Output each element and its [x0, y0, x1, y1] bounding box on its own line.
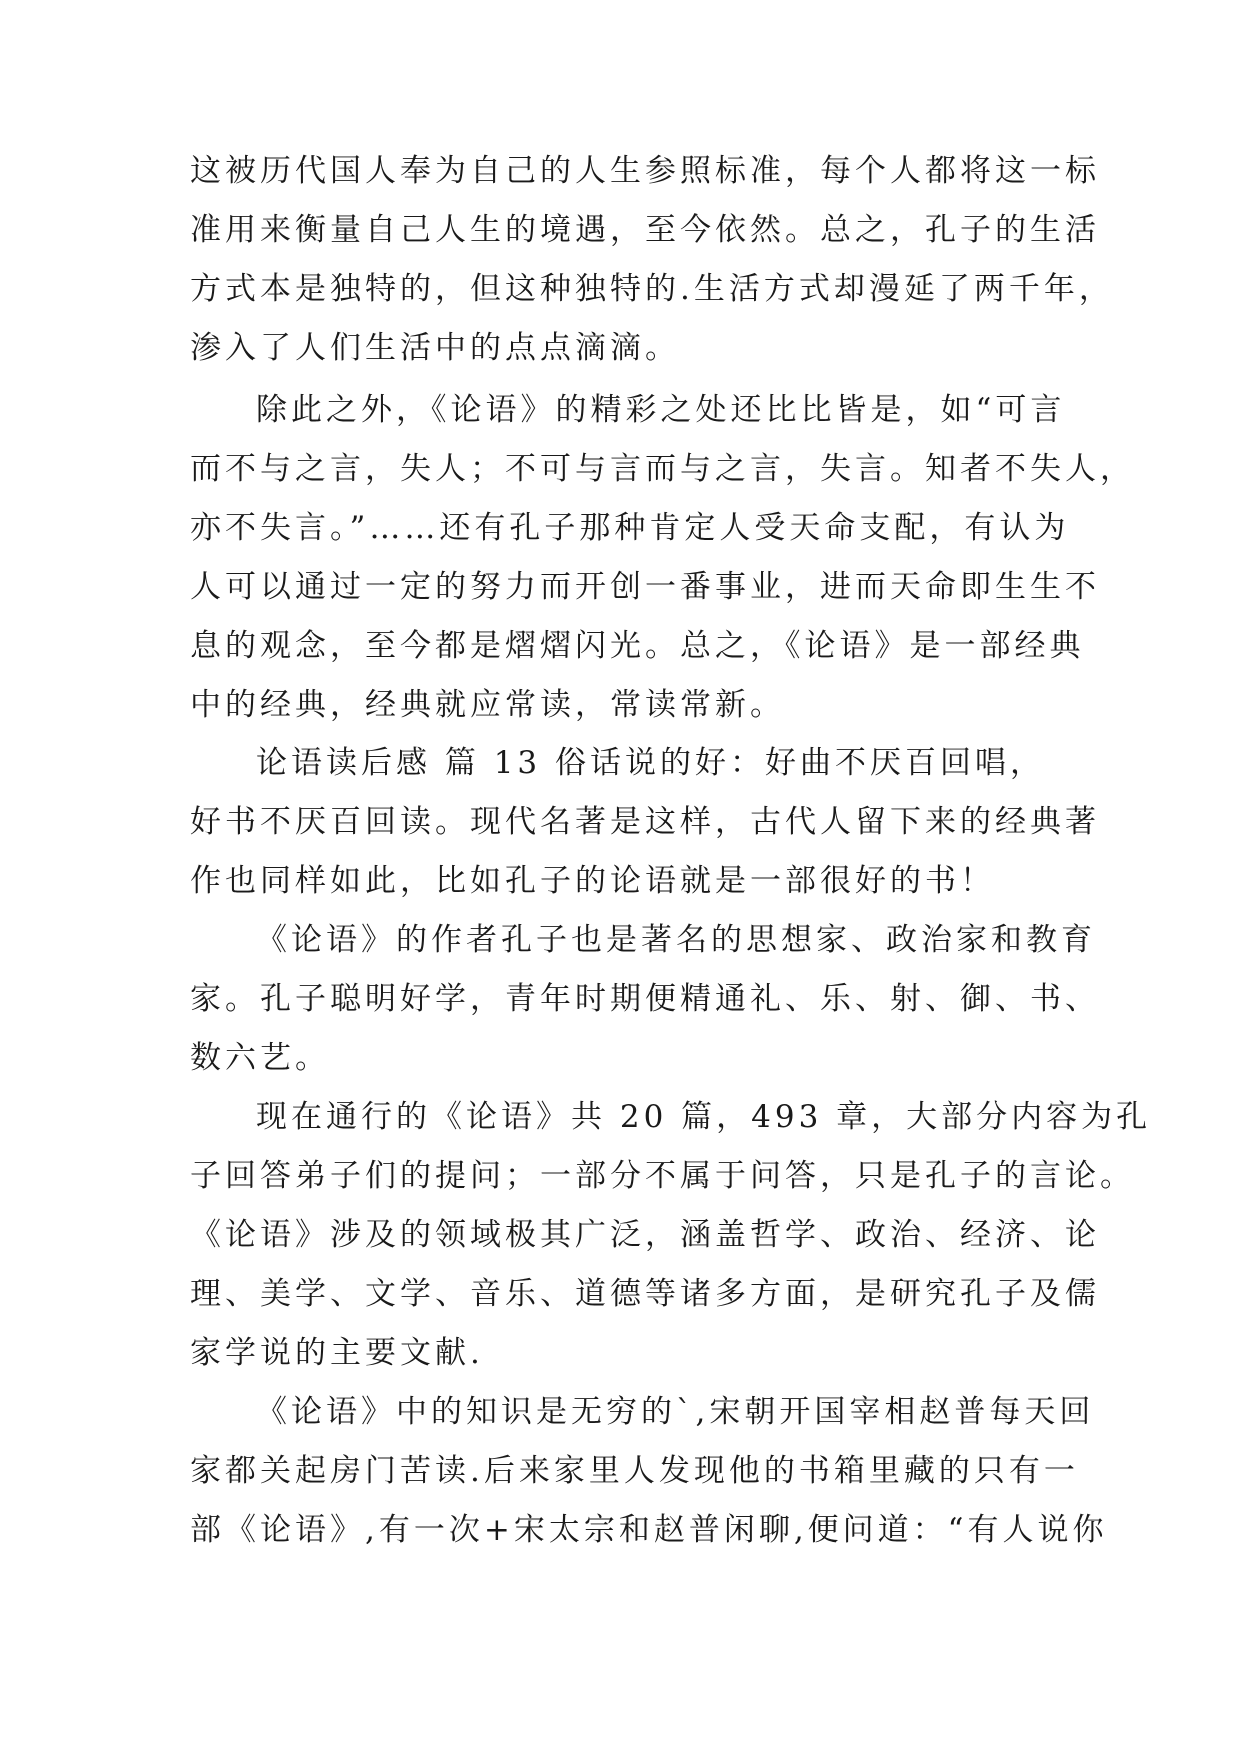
- text-line: 这被历代国人奉为自己的人生参照标准，每个人都将这一标: [190, 153, 1100, 189]
- text-line: 渗入了人们生活中的点点滴滴。: [190, 330, 680, 366]
- text-line: 《论语》中的知识是无穷的`,宋朝开国宰相赵普每天回: [256, 1394, 1095, 1430]
- text-line: 方式本是独特的，但这种独特的.生活方式却漫延了两千年，: [190, 271, 1114, 307]
- text-line: 好书不厌百回读。现代名著是这样，古代人留下来的经典著: [190, 804, 1100, 840]
- text-line: 亦不失言。”……还有孔子那种肯定人受天命支配，有认为: [190, 510, 1070, 546]
- text-line: 现在通行的《论语》共 20 篇，493 章，大部分内容为孔: [256, 1099, 1152, 1135]
- text-line: 家都关起房门苦读.后来家里人发现他的书箱里藏的只有一: [190, 1453, 1079, 1489]
- text-line: 而不与之言，失人；不可与言而与之言，失言。知者不失人，: [190, 451, 1135, 487]
- text-line: 家学说的主要文献.: [190, 1335, 484, 1371]
- text-line: 作也同样如此，比如孔子的论语就是一部很好的书！: [190, 863, 995, 899]
- text-line: 《论语》的作者孔子也是著名的思想家、政治家和教育: [256, 922, 1096, 958]
- text-line: 家。孔子聪明好学，青年时期便精通礼、乐、射、御、书、: [190, 981, 1100, 1017]
- text-line: 部《论语》,有一次+宋太宗和赵普闲聊,便问道：“有人说你: [190, 1512, 1108, 1548]
- text-line: 理、美学、文学、音乐、道德等诸多方面，是研究孔子及儒: [190, 1276, 1100, 1312]
- text-line: 人可以通过一定的努力而开创一番事业，进而天命即生生不: [190, 569, 1100, 605]
- text-line: 《论语》涉及的领域极其广泛，涵盖哲学、政治、经济、论: [190, 1217, 1100, 1253]
- text-line: 准用来衡量自己人生的境遇，至今依然。总之，孔子的生活: [190, 212, 1100, 248]
- text-line: 息的观念，至今都是熠熠闪光。总之，《论语》是一部经典: [190, 628, 1085, 664]
- section-heading-line: 论语读后感 篇 13 俗话说的好：好曲不厌百回唱，: [256, 745, 1046, 781]
- text-line: 除此之外，《论语》的精彩之处还比比皆是，如“可言: [256, 392, 1066, 428]
- text-line: 子回答弟子们的提问；一部分不属于问答，只是孔子的言论。: [190, 1158, 1135, 1194]
- text-line: 中的经典，经典就应常读，常读常新。: [190, 687, 785, 723]
- text-line: 数六艺。: [190, 1040, 330, 1076]
